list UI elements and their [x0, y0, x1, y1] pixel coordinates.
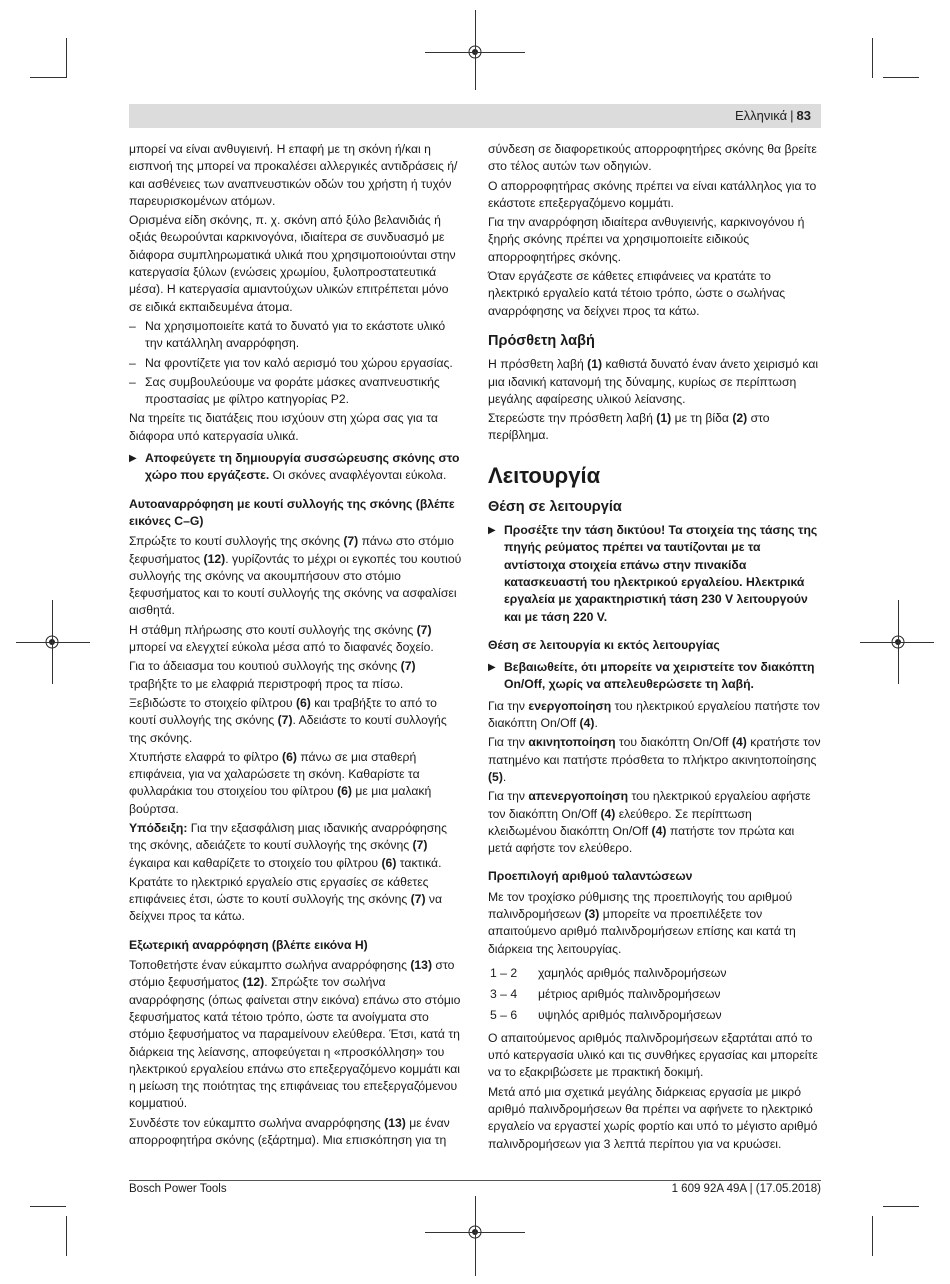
paragraph: Η στάθμη πλήρωσης στο κουτί συλλογής της σκόνης (7) μπορεί να ελεγχτεί εύκολα μέσα από το διαφανές δοχείο. [129, 622, 434, 655]
bullet-text: Να φροντίζετε για τον καλό αερισμό του χώρου εργασίας. [145, 355, 453, 370]
crop-mark [475, 1196, 476, 1276]
paragraph: Ξεβιδώστε το στοιχείο φίλτρου (6) και τραβήξτε το από το κουτί συλλογής της σκόνης (7). Αδειάστε το κουτί συλλογής της σκόνης. [129, 695, 447, 745]
paragraph: Για το άδειασμα του κουτιού συλλογής της σκόνης (7) τραβήξτε το με ελαφριά περιστροφή προς τα πίσω. [129, 659, 416, 691]
warning-bold: Προσέξτε την τάση δικτύου! Τα στοιχεία της τάσης της πηγής ρεύματος πρέπει να ταυτίζονται με τα αντίστοιχα στοιχεία επάνω στην πινακίδα κατασκευαστή του ηλεκτρικού εργαλείου. Ηλεκτρικά εργαλεία με χαρακτηριστική τάση 230 V λειτουργούν και με τάση 220 V. [504, 523, 818, 624]
hint-label: Υπόδειξη: [129, 820, 188, 835]
table-row [490, 984, 726, 1005]
table-cell: υψηλός αριθμός παλινδρομήσεων [538, 1007, 722, 1022]
crop-mark [872, 1216, 873, 1256]
paragraph: Συνδέστε τον εύκαμπτο σωλήνα αναρρόφησης (13) με έναν απορροφητήρα σκόνης (εξάρτημα). Μια επισκόπηση για τη [129, 1115, 450, 1148]
paragraph: Όταν εργάζεστε σε κάθετες επιφάνειες να κρατάτε το ηλεκτρικό εργαλείο κατά τέτοιο τρόπο, ώστε ο σωλήνας αναρρόφησης να δείχνει προς τα κάτω. [488, 269, 786, 318]
dash-marker: – [129, 374, 136, 389]
crop-mark [66, 38, 67, 78]
paragraph: Με τον τροχίσκο ρύθμισης της προεπιλογής του αριθμού παλινδρομήσεων (3) μπορείτε να προεπιλέξετε τον απαιτούμενο αριθμό παλινδρομήσεων επίσης και κατά τη διάρκεια της λειτουργίας. [488, 889, 796, 956]
warning-item [488, 522, 821, 626]
bullet-item [129, 318, 464, 353]
table-cell: 3 – 4 [490, 986, 518, 1001]
table-cell: 1 – 2 [490, 965, 518, 980]
right-column [488, 141, 821, 1155]
crop-mark [66, 1216, 67, 1256]
bullet-text: Σας συμβουλεύουμε να φοράτε μάσκες αναπνευστικής προστασίας με φίλτρο κατηγορίας P2. [145, 374, 440, 407]
paragraph: Κρατάτε το ηλεκτρικό εργαλείο στις εργασίες σε κάθετες επιφάνειες έτσι, ώστε το κουτί συλλογής της σκόνης (7) να δείχνει προς τα κάτω. [129, 874, 443, 924]
bullet-text: Να χρησιμοποιείτε κατά το δυνατό για το εκάστοτε υλικό την κατάλληλη αναρρόφηση. [145, 318, 446, 351]
section-heading: Πρόσθετη λαβή [488, 332, 595, 349]
table-row [490, 1005, 726, 1026]
page-header [129, 104, 821, 128]
warning-bold: Βεβαιωθείτε, ότι μπορείτε να χειριστείτε τον διακόπτη On/Off, χωρίς να απελευθερώσετε τη λαβή. [504, 660, 815, 692]
paragraph: Σπρώξτε το κουτί συλλογής της σκόνης (7) πάνω στο στόμιο ξεφυσήματος (12). γυρίζοντάς το μέχρι οι εγκοπές του κουτιού συλλογής της σκόνης να ακουμπήσουν στο στόμιο ξεφυσήματος και το κουτί συλλογής της σκόνης να ασφαλίσει αισθητά. [129, 534, 462, 618]
table-cell: χαμηλός αριθμός παλινδρομήσεων [538, 965, 727, 980]
page-number: 83 [796, 108, 811, 123]
triangle-marker-icon: ▶ [488, 662, 496, 674]
paragraph: Ορισμένα είδη σκόνης, π. χ. σκόνη από ξύλο βελανιδιάς ή οξιάς θεωρούνται καρκινογόνα, ιδιαίτερα σε συνδυασμό με διάφορα συμπληρωματικά υλικά που χρησιμοποιούνται στην κατεργασία ξύλων (ενώσεις χρωμίου, ξυλοπροστατευτικά μέσα). Η κατεργασία αμιαντούχων υλικών επιτρέπεται μόνο σε ειδικά εκπαιδευμένα άτομα. [129, 213, 456, 314]
table-row [490, 963, 726, 984]
dash-marker: – [129, 355, 136, 370]
stroke-rate-table [490, 963, 726, 1026]
paragraph: Μετά από μια σχετικά μεγάλης διάρκειας εργασία με μικρό αριθμό παλινδρομήσεων θα πρέπει να αφήνετε το ηλεκτρικό εργαλείο να εργαστεί χωρίς φορτίο και υπό το μέγιστο αριθμό παλινδρομήσεων για 3 λεπτά περίπου για να κρυώσει. [488, 1084, 818, 1151]
footer-rule [129, 1180, 821, 1181]
warning-item [129, 450, 464, 485]
paragraph: Χτυπήστε ελαφρά το φίλτρο (6) πάνω σε μια σταθερή επιφάνεια, για να χαλαρώσετε τη σκόνη. Καθαρίστε τα φυλλαράκια του στοιχείου του φίλτρου (6) με μια μαλακή βούρτσα. [129, 749, 432, 816]
section-heading: Εξωτερική αναρρόφηση (βλέπε εικόνα H) [129, 937, 368, 952]
crop-mark [16, 642, 90, 643]
paragraph: Ο απορροφητήρας σκόνης πρέπει να είναι κατάλληλος για το εκάστοτε επεξεργαζόμενο κομμάτι. [488, 178, 817, 210]
section-heading: Θέση σε λειτουργία [488, 498, 622, 515]
footer-doc-code: 1 609 92A 49A | (17.05.2018) [671, 1183, 821, 1195]
paragraph: Για την ενεργοποίηση του ηλεκτρικού εργαλείου πατήστε τον διακόπτη On/Off (4). [488, 698, 820, 731]
paragraph: μπορεί να είναι ανθυγιεινή. Η επαφή με τη σκόνη ή/και η εισπνοή της μπορεί να προκαλέσει αλλεργικές αντιδράσεις ή/ και ασθένειες των αναπνευστικών οδών του χρήστη ή τυχόν παρευρισκομένων ατόμων. [129, 142, 458, 208]
footer-publisher: Bosch Power Tools [129, 1183, 227, 1195]
table-cell: 5 – 6 [490, 1007, 518, 1022]
paragraph: Να τηρείτε τις διατάξεις που ισχύουν στη χώρα σας για τα διάφορα υπό κατεργασία υλικά. [129, 411, 438, 443]
triangle-marker-icon: ▶ [129, 453, 137, 465]
crop-mark [30, 1206, 66, 1207]
warning-rest: Οι σκόνες αναφλέγονται εύκολα. [269, 468, 447, 483]
bullet-item [129, 374, 464, 409]
left-column [129, 141, 464, 1151]
paragraph: Για την αναρρόφηση ιδιαίτερα ανθυγιεινής, καρκινογόνου ή ξηρής σκόνης πρέπει να χρησιμοποιείτε ειδικούς απορροφητήρες σκόνης. [488, 215, 805, 264]
paragraph: Η πρόσθετη λαβή (1) καθιστά δυνατό έναν άνετο χειρισμό και μια ιδανική κατανομή της δύναμης, κυρίως σε περίπτωση μεγάλης αφαίρεσης υλικού λείανσης. [488, 357, 819, 406]
header-separator: | [790, 108, 794, 123]
paragraph: Ο απαιτούμενος αριθμός παλινδρομήσεων εξαρτάται από το υπό κατεργασία υλικό και τις συνθήκες εργασίας και μπορείτε να το εξακριβώσετε με πρακτική δοκιμή. [488, 1030, 818, 1080]
warning-bold: Αποφεύγετε τη δημιουργία συσσώρευσης σκόνης στο χώρο που εργάζεστε. [145, 451, 460, 483]
chapter-title: Λειτουργία [488, 462, 601, 488]
header-language: Ελληνικά [734, 108, 788, 123]
table-cell: μέτριος αριθμός παλινδρομήσεων [538, 986, 721, 1001]
dash-marker: – [129, 318, 136, 333]
crop-mark [475, 10, 476, 90]
paragraph: Τοποθετήστε έναν εύκαμπτο σωλήνα αναρρόφησης (13) στο στόμιο ξεφυσήματος (12). Σπρώξτε τον σωλήνα αναρρόφησης (όπως φαίνεται στην εικόνα) επάνω στο στόμιο ξεφυσήματος κατά τέτοιο τρόπο, ώστε τα ανοίγματα στο στόμιο ξεφυσήματος να παραμείνουν ελεύθερα. Έτσι, κατά τη διάρκεια της λείανσης, αποφεύγεται η «προσκόλληση» του ηλεκτρικού εργαλείου επάνω στο επεξεργαζόμενο κομμάτι και η μείωση της ποιότητας της επιφάνειας του επεξεργαζόμενου κομματιού. [129, 958, 461, 1111]
crop-mark [860, 642, 934, 643]
paragraph: Για την ακινητοποίηση του διακόπτη On/Off (4) κρατήστε τον πατημένο και πατήστε πρόσθετα το πλήκτρο ακινητοποίησης (5). [488, 735, 821, 784]
subsection-heading: Θέση σε λειτουργία κι εκτός λειτουργίας [488, 637, 720, 652]
crop-mark [883, 1206, 919, 1207]
header-text [735, 108, 811, 123]
crop-mark [30, 77, 66, 78]
crop-mark [872, 38, 873, 78]
triangle-marker-icon: ▶ [488, 525, 496, 537]
subsection-heading: Προεπιλογή αριθμού ταλαντώσεων [488, 869, 693, 884]
section-heading: Αυτοαναρρόφηση με κουτί συλλογής της σκόνης (βλέπε εικόνες C–G) [129, 496, 455, 528]
crop-mark [425, 52, 525, 53]
paragraph: Στερεώστε την πρόσθετη λαβή (1) με τη βίδα (2) στο περίβλημα. [488, 411, 770, 443]
bullet-item [129, 355, 464, 372]
hint-paragraph: Υπόδειξη: Για την εξασφάλιση μιας ιδανικής αναρρόφησης της σκόνης, αδειάζετε το κουτί συλλογής της σκόνης (7) έγκαιρα και καθαρίζετε το στοιχείο του φίλτρου (6) τακτικά. [129, 820, 447, 870]
paragraph: σύνδεση σε διαφορετικούς απορροφητήρες σκόνης θα βρείτε στο τέλος αυτών των οδηγιών. [488, 142, 817, 174]
warning-item [488, 659, 821, 694]
crop-mark [425, 1232, 525, 1233]
paragraph: Για την απενεργοποίηση του ηλεκτρικού εργαλείου αφήστε τον διακόπτη On/Off (4) ελεύθερο. Σε περίπτωση κλειδωμένου διακόπτη On/Off (4) πατήστε τον πρώτα και μετά αφήστε τον ελεύθερο. [488, 789, 811, 856]
crop-mark [883, 77, 919, 78]
